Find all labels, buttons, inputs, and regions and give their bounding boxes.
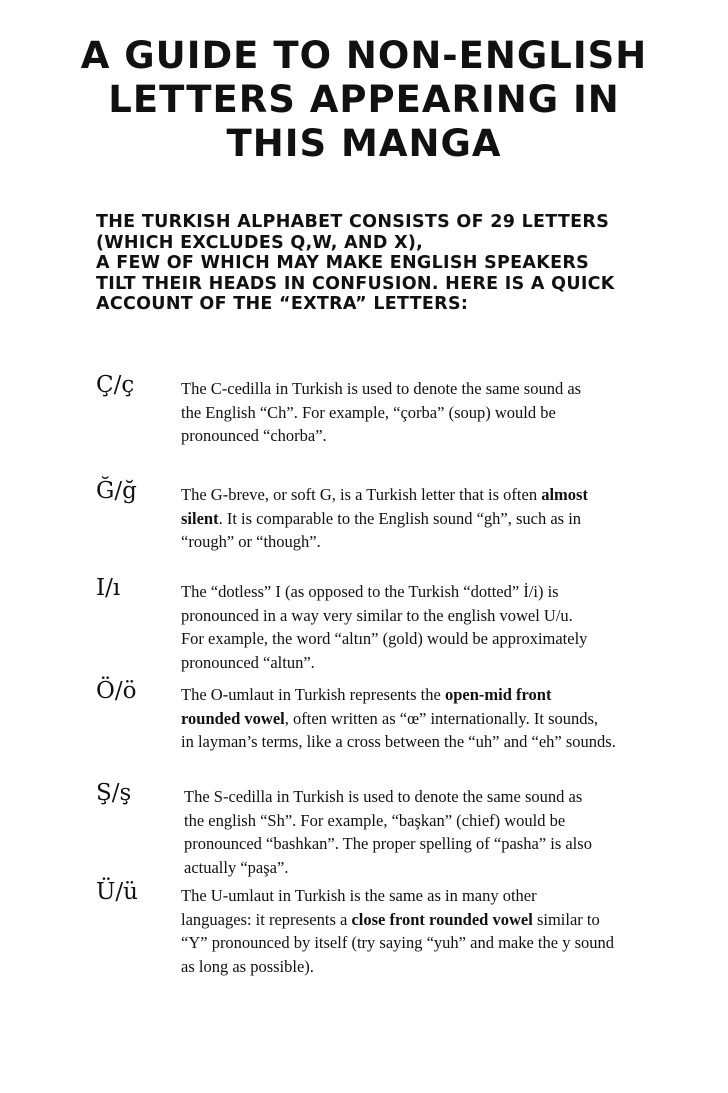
- description-line: “Y” pronounced by itself (try saying “yuh” and make the y sound: [181, 933, 615, 952]
- description-line: The C-cedilla in Turkish is used to denote the same sound as: [181, 379, 582, 398]
- page-title: [40, 34, 688, 166]
- description-line: pronounced “altun”.: [181, 652, 315, 672]
- letter-glyph: Ö/ö: [96, 678, 137, 704]
- letter-glyph: Ü/ü: [96, 879, 138, 905]
- description-line: [181, 507, 681, 531]
- description-bold-text: open-mid front: [444, 685, 552, 704]
- description-line: actually “paşa”.: [184, 857, 289, 877]
- description-line: [181, 908, 701, 932]
- description-bold-text: almost: [541, 485, 588, 504]
- letter-description: [184, 785, 684, 879]
- description-bold-text: rounded vowel: [181, 708, 285, 728]
- description-line: the english “Sh”. For example, “başkan” (chief) would be: [184, 810, 566, 830]
- intro-line: ACCOUNT OF THE “EXTRA” LETTERS:: [96, 294, 469, 314]
- intro-line: TILT THEIR HEADS IN CONFUSION. HERE IS A QUICK: [96, 273, 615, 294]
- description-line: [181, 707, 701, 731]
- description-line: in layman’s terms, like a cross between the “uh” and “eh” sounds.: [181, 732, 616, 751]
- letter-glyph: Ş/ş: [96, 780, 132, 806]
- description-line: pronounced “bashkan”. The proper spelling of “pasha” is also: [184, 834, 592, 853]
- intro-line: THE TURKISH ALPHABET CONSISTS OF 29 LETTERS: [96, 212, 610, 232]
- description-line: as long as possible).: [181, 956, 314, 976]
- description-line: [181, 483, 681, 507]
- description-line: The S-cedilla in Turkish is used to denote the same sound as: [184, 787, 583, 806]
- description-text: similar to: [532, 909, 600, 929]
- description-line: “rough” or “though”.: [181, 532, 321, 551]
- letter-description: [181, 683, 701, 754]
- title-line: THIS MANGA: [226, 122, 502, 165]
- description-text: . It is comparable to the English sound “gh”, such as in: [218, 508, 582, 528]
- description-text: The G-breve, or soft G, is a Turkish letter that is often: [181, 485, 542, 504]
- description-text: , often written as “œ” internationally. It sounds,: [284, 708, 599, 728]
- description-line: For example, the word “altın” (gold) would be approximately: [181, 629, 588, 648]
- description-text: languages: it represents a: [181, 909, 352, 929]
- letter-description: [181, 377, 681, 448]
- intro-paragraph: [96, 212, 656, 315]
- description-line: [181, 683, 701, 707]
- letter-description: [181, 483, 681, 554]
- title-line: LETTERS APPEARING IN: [108, 78, 620, 121]
- description-bold-text: close front rounded vowel: [351, 909, 533, 929]
- description-bold-text: silent: [181, 508, 219, 528]
- letter-glyph: Ç/ç: [96, 372, 135, 398]
- intro-line: A FEW OF WHICH MAY MAKE ENGLISH SPEAKERS: [96, 253, 590, 273]
- description-line: the English “Ch”. For example, “çorba” (soup) would be: [181, 402, 556, 422]
- letter-glyph: Ğ/ğ: [96, 478, 137, 504]
- intro-line: (WHICH EXCLUDES Q,W, AND X),: [96, 232, 424, 253]
- description-line: The “dotless” I (as opposed to the Turkish “dotted” İ/i) is: [181, 582, 559, 601]
- description-line: The U-umlaut in Turkish is the same as in many other: [181, 886, 537, 905]
- description-line: pronounced “chorba”.: [181, 426, 327, 445]
- description-text: The O-umlaut in Turkish represents the: [181, 685, 445, 704]
- title-line: A GUIDE TO NON-ENGLISH: [80, 34, 648, 77]
- letter-glyph: I/ı: [96, 575, 121, 601]
- description-line: pronounced in a way very similar to the english vowel U/u.: [181, 605, 573, 625]
- letter-description: [181, 580, 681, 674]
- letter-description: [181, 884, 701, 978]
